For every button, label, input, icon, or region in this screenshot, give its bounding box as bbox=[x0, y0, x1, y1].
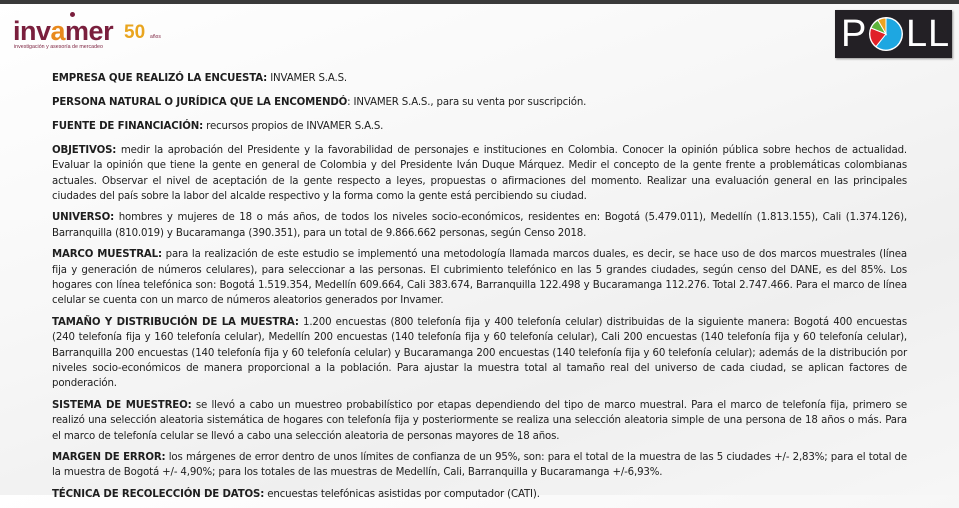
logo-tagline: investigación y asesoría de mercadeo bbox=[14, 44, 103, 50]
section-fuente-financiacion bbox=[52, 119, 907, 134]
section-text: : INVAMER S.A.S., para su venta por suscripción. bbox=[347, 96, 587, 108]
section-label: TAMAÑO Y DISTRIBUCIÓN DE LA MUESTRA: bbox=[52, 316, 299, 328]
section-text: hombres y mujeres de 18 o más años, de todos los niveles socio-económicos, residentes en: Bogotá (5.479.011), Medellín (1.813.155), Cali (1.374.126), Barranquilla (810.019) y Bucaramanga (390.351), para un total de 9.866.662 personas, según Censo 2018. bbox=[52, 212, 907, 239]
section-universo bbox=[52, 210, 907, 241]
section-label: PERSONA NATURAL O JURÍDICA QUE LA ENCOMENDÓ bbox=[52, 96, 348, 108]
section-margen-error bbox=[52, 450, 907, 481]
section-persona-natural bbox=[52, 95, 907, 110]
section-label: EMPRESA QUE REALIZÓ LA ENCUESTA: bbox=[52, 73, 268, 84]
section-text: se llevó a cabo un muestreo probabilístico por etapas dependiendo del tipo de marco muestral. Para el marco de telefonía fija, primero se realizó una selección aleatoria sistemática de hogares con telefonía fija y posteriormente se realiza una selección aleatoria simple de una persona de 18 años o más. Para el marco de telefonía celular se llevó a cabo una selección aleatoria de personas mayores de 18 años. bbox=[52, 399, 907, 442]
section-text: INVAMER S.A.S. bbox=[270, 73, 347, 84]
section-marco-muestral bbox=[52, 247, 907, 309]
logo-wordmark-prefix: inv bbox=[13, 16, 51, 46]
pie-chart-icon bbox=[868, 16, 904, 52]
section-label: MARGEN DE ERROR: bbox=[52, 452, 166, 464]
section-text: para la realización de este estudio se implementó una metodología llamada marcos duales, es decir, se hace uso de dos marcos muestrales (línea fija y generación de números celulares), para seleccionar a las personas. El cubrimiento telefónico en las 5 grandes ciudades, según censo del DANE, es del 85%. Los hogares con línea telefónica son: Bogotá 1.519.354, Medellín 609.664, Cali 383.674, Barranquilla 122.498 y Bucaramanga 112.276. Total 2.747.466. Para el marco de línea celular se cuenta con un marco de números aleatorios generados por Invamer. bbox=[52, 249, 907, 307]
section-sistema-muestreo bbox=[52, 398, 907, 444]
section-label: SISTEMA DE MUESTREO: bbox=[52, 399, 192, 411]
logo-anniversary-number: 50 bbox=[124, 22, 146, 43]
section-text: medir la aprobación del Presidente y la favorabilidad de personajes e instituciones en Colombia. Conocer la opinión pública sobre hechos de actualidad. Evaluar la opinión que tiene la gente en general de Colombia y del Presidente Iván Duque Márquez. Medir el concepto de la gente frente a problemáticas colombianas actuales. Observar el nivel de aceptación de la gente respecto a leyes, propuestas o afirmaciones del momento. Realizar una evaluación general en las principales ciudades del país sobre la labor del alcalde respectivo y la forma como la gente está percibiendo su ciudad. bbox=[52, 144, 908, 202]
section-text: encuestas telefónicas asistidas por computador (CATI). bbox=[267, 488, 540, 500]
logo-figure-icon: a bbox=[50, 16, 66, 46]
section-text: los márgenes de error dentro de unos límites de confianza de un 95%, son: para el total de la muestra de las 5 ciudades +/- 2,83%; para el total de la muestra de Bogotá +/- 4,90%; para los totales de las muestras de Medellín, Cali, Barranquilla y Bucaramanga +/-6,93%. bbox=[52, 452, 907, 479]
section-label: TÉCNICA DE RECOLECCIÓN DE DATOS: bbox=[52, 488, 265, 500]
section-label: OBJETIVOS: bbox=[52, 144, 117, 156]
poll-letter-p: P bbox=[841, 13, 867, 55]
section-text: 1.200 encuestas (800 telefonía fija y 400 telefonía celular) distribuidas de la siguiente manera: Bogotá 400 encuestas (240 telefonía fija y 160 telefonía celular), Medellín 200 encuestas (140 telefonía fija y 60 telefonía celular), Cali 200 encuestas (140 telefonía fija y 60 telefonía celular), Barranquilla 200 encuestas (140 telefonía fija y 60 telefonía celular) y Bucaramanga 200 encuestas (140 telefonía fija y 60 telefonía celular); además de la distribución por niveles socio-económicos de manera proporcional a la población. Para ajustar la muestra total al tamaño real del universo de cada ciudad, se aplican factores de ponderación. bbox=[52, 316, 907, 390]
poll-logo bbox=[835, 10, 952, 58]
section-tamano-muestra bbox=[52, 315, 907, 392]
poll-letter-l1: L bbox=[906, 13, 928, 55]
logo-wordmark bbox=[13, 18, 113, 45]
section-objetivos bbox=[52, 143, 907, 205]
top-border bbox=[0, 0, 959, 4]
logo-anniversary-word: años bbox=[150, 34, 161, 40]
methodology-sheet bbox=[52, 71, 907, 508]
logo-wordmark-suffix: mer bbox=[65, 16, 114, 46]
section-label: UNIVERSO: bbox=[52, 212, 114, 224]
section-label: FUENTE DE FINANCIACIÓN: bbox=[52, 120, 204, 132]
invamer-logo bbox=[13, 12, 183, 54]
section-label: MARCO MUESTRAL: bbox=[52, 249, 162, 261]
poll-letter-l2: L bbox=[928, 13, 950, 55]
section-empresa bbox=[52, 71, 907, 86]
section-text: recursos propios de INVAMER S.A.S. bbox=[206, 120, 384, 132]
